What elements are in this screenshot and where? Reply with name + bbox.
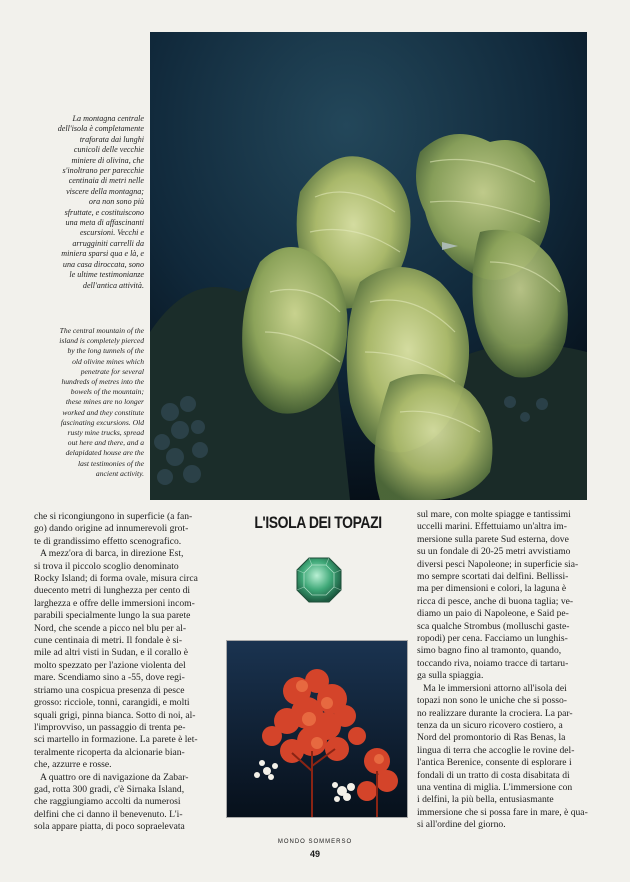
text-line: duecento metri di lunghezza per cento di xyxy=(34,585,191,597)
text-line: che si ricongiungono in superficie (a fan- xyxy=(34,511,193,522)
caption-line: penetrate for several xyxy=(80,366,144,376)
text-line: tenza da un sicuro ricovero costiero, a xyxy=(417,719,563,731)
caption-line: dell'isola è completamente xyxy=(57,124,144,134)
text-line: si trova il piccolo scoglio denominato xyxy=(34,560,179,572)
soft-coral-photo xyxy=(226,640,408,818)
topaz-gem-icon xyxy=(294,555,344,605)
text-line: diamo un paio di Napoleone, e Said pe- xyxy=(417,608,569,620)
text-line: topazi non sono le uniche che si posso- xyxy=(417,695,568,707)
coral-illustration xyxy=(150,32,587,500)
caption-line: ora non sono più xyxy=(88,197,144,207)
text-line: go) dando origine ad innumerevoli grot- xyxy=(34,523,189,535)
caption-line: dell'antica attività. xyxy=(82,280,144,290)
caption-line: traforata dai lunghi xyxy=(79,134,144,144)
caption-line: hundreds of metres into the xyxy=(61,377,144,387)
paragraph xyxy=(34,772,218,834)
caption-line: cunicoli delle vecchie xyxy=(73,145,144,155)
text-line: ga sulla spiaggia. xyxy=(417,670,484,682)
soft-coral-illustration xyxy=(227,641,407,817)
caption-line: escursioni. Vecchi e xyxy=(79,228,144,238)
text-line: gad, rotta 300 gradi, c'è Sirnaka Island, xyxy=(34,783,185,795)
text-line: una ventina di miglia. L'immersione con xyxy=(417,781,573,793)
caption-line: sfruttate, e costituiscono xyxy=(64,207,144,217)
text-line: l'antica Berenice, consente di esplorare i xyxy=(417,757,572,769)
caption-line: miniera sparsi qua e là, e xyxy=(61,249,144,259)
caption-italian xyxy=(34,114,144,291)
text-line: toccando riva, noiamo tracce di tartaru- xyxy=(417,657,569,669)
caption-line: by the long tunnels of the xyxy=(67,346,144,356)
text-line: te di grandissimo effetto scenografico. xyxy=(34,535,182,547)
text-line: larghezza e offre delle immersioni incom- xyxy=(34,597,195,609)
caption-line: out here and there, and a xyxy=(67,438,144,448)
caption-line: these mines are no longer xyxy=(65,397,144,407)
text-line: fondali di un tratto di costa disabitata di xyxy=(417,769,570,781)
caption-line: The central mountain of the xyxy=(59,326,144,335)
page-number: 49 xyxy=(309,849,320,859)
caption-line: island is completely pierced xyxy=(59,336,144,346)
paragraph xyxy=(417,683,597,832)
text-line: molto spezzato per l'azione violenta del xyxy=(34,659,186,671)
text-line: Nord del promontorio di Ras Benas, la xyxy=(417,732,566,744)
caption-line: s'inoltrano per parecchie xyxy=(62,166,144,176)
caption-line: una meta di affascinanti xyxy=(65,218,144,228)
caption-line: last testimonies of the xyxy=(77,458,144,468)
text-line: grosso: ricciole, tonni, carangidi, e molti xyxy=(34,697,190,709)
paragraph xyxy=(34,548,218,771)
caption-line: una casa diroccata, sono xyxy=(62,259,144,269)
photo-credit xyxy=(575,460,581,462)
caption-line: delapidated house are the xyxy=(65,448,144,458)
text-line: ropodi) per cena. Facciamo un lunghis- xyxy=(417,633,568,645)
gorgonian-coral-photo xyxy=(150,32,587,500)
text-line: lingua di terra che accoglie le rovine del- xyxy=(417,744,575,756)
text-line: uccelli marini. Effettuiamo un'altra im- xyxy=(417,521,567,533)
text-line: parabili specialmente lungo la sua parete xyxy=(34,610,191,622)
text-line: squali grigi, pinna bianca. Sotto di noi, al- xyxy=(34,709,196,721)
caption-english xyxy=(34,326,144,479)
caption-line: arrugginiti carrelli da xyxy=(72,238,144,248)
caption-line: viscere della montagna; xyxy=(66,186,144,196)
text-line: delfini che ci danno il benevenuto. L'i- xyxy=(34,808,183,820)
text-line: teralmente ricoperta da alcionarie bian- xyxy=(34,746,185,758)
text-line: A mezz'ora di barca, in direzione Est, xyxy=(40,548,184,560)
text-line: diversi pesci Napoleone; in superficie sia- xyxy=(417,558,579,570)
text-line: su un fondale di 20-25 metri avvistiamo xyxy=(417,546,571,558)
body-column-left xyxy=(34,511,218,834)
text-line: ricca di pesce, anche di buona taglia; ve- xyxy=(417,595,574,607)
text-line: che, azzurre e rosse. xyxy=(34,759,112,771)
text-line: simo bagno fino al tramonto, quando, xyxy=(417,645,562,657)
caption-line: ancient activity. xyxy=(95,468,144,478)
caption-line: miniere di olivina, che xyxy=(71,155,144,165)
caption-line: La montagna centrale xyxy=(72,114,144,123)
text-line: sca qualche Strombus (molluschi gaste- xyxy=(417,620,570,632)
text-line: che raggiungiamo accolti da numerosi xyxy=(34,796,181,808)
paragraph xyxy=(417,509,597,683)
text-line: i delfini, la più bella, entusiasmante xyxy=(417,794,554,806)
body-column-right xyxy=(417,509,597,832)
caption-line: bowels of the mountain; xyxy=(70,387,144,397)
text-line: cune centinaia di metri. Il fondale è si- xyxy=(34,635,183,647)
caption-line: rusty mine trucks, spread xyxy=(67,428,144,438)
text-line: sola appare piatta, di poco sopraelevata xyxy=(34,821,185,833)
text-line: ma per dimensioni e colori, la laguna è xyxy=(417,583,567,595)
caption-line: le ultime testimonianze xyxy=(69,270,144,280)
text-line: Rocky Island; di forma ovale, misura circa xyxy=(34,573,198,585)
text-line: sul mare, con molte spiagge e tantissimi xyxy=(417,509,571,520)
text-line: A quattro ore di navigazione da Zabar- xyxy=(40,771,189,783)
caption-line: centinaia di metri nelle xyxy=(68,176,144,186)
text-line: sci martello in formazione. La parete è let- xyxy=(34,734,198,746)
text-line: mare. Scendiamo sino a -55, dove regi- xyxy=(34,672,185,684)
text-line: mile ad altri visti in Sudan, e il corallo è xyxy=(34,647,188,659)
caption-line: old olivine mines which xyxy=(72,356,144,366)
article-title: L'ISOLA DEI TOPAZI xyxy=(254,513,382,532)
text-line: no realizzare durante la crociera. La par- xyxy=(417,707,573,719)
text-line: Nord, che scende a picco nel blu per al- xyxy=(34,622,187,634)
text-line: mo sempre scortati dai delfini. Bellissi- xyxy=(417,571,569,583)
text-line: immersione che si possa fare in mare, è qua- xyxy=(417,806,588,818)
caption-line: worked and they constitute xyxy=(62,407,144,417)
text-line: mersione sulla parete Sud esterna, dove xyxy=(417,533,569,545)
text-line: striamo una cospicua presenza di pesce xyxy=(34,684,185,696)
text-line: si all'ordine del giorno. xyxy=(417,819,506,831)
paragraph xyxy=(34,511,218,548)
caption-line: fascinating excursions. Old xyxy=(60,417,144,427)
magazine-name: MONDO SOMMERSO xyxy=(277,839,353,845)
text-line: l'improvviso, un passaggio di trenta pe- xyxy=(34,721,186,733)
text-line: Ma le immersioni attorno all'isola dei xyxy=(423,682,567,694)
